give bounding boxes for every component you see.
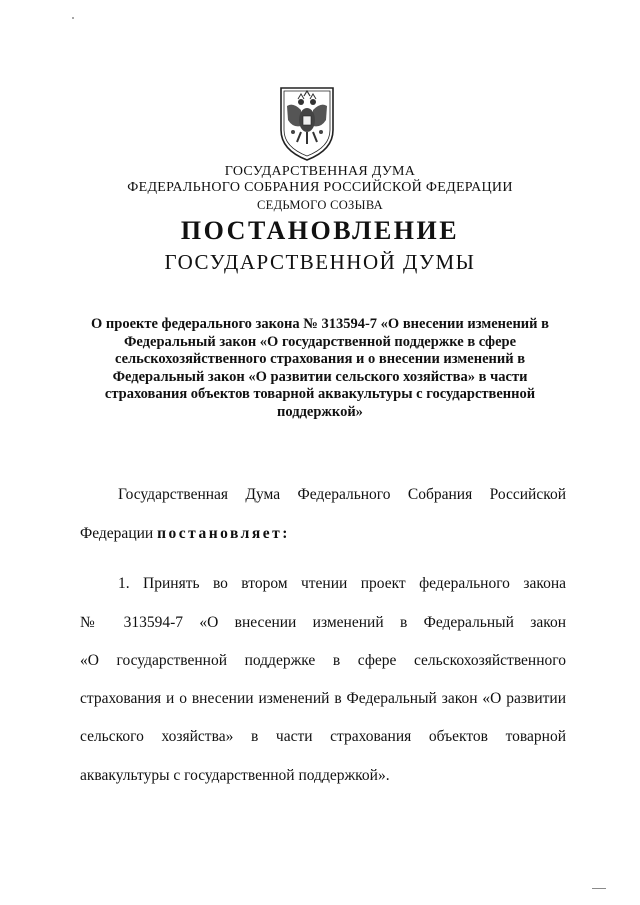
coat-of-arms-icon [271,84,343,162]
resolves-keyword: постановляет: [157,525,290,542]
scan-speck [72,17,74,19]
subject-line: О проекте федерального закона № 313594-7 «О внесении изменений в [91,316,549,332]
item-1-line: аквакультуры с государственной поддержкой». [80,767,390,784]
preamble-line [80,525,290,543]
subject-line: поддержкой» [277,403,363,420]
item-1-line: «О государственной поддержке в сфере сельскохозяйственного [80,652,566,669]
organization-name-line1: ГОСУДАРСТВЕННАЯ ДУМА [224,164,416,179]
document-title: ПОСТАНОВЛЕНИЕ [180,216,460,245]
subject-line: страхования объектов товарной аквакультуры с государственной [104,386,536,402]
organization-name-line2: ФЕДЕРАЛЬНОГО СОБРАНИЯ РОССИЙСКОЙ ФЕДЕРАЦИИ [127,180,513,195]
document-subtitle: ГОСУДАРСТВЕННОЙ ДУМЫ [164,250,476,274]
preamble-text: Федерации [80,525,158,542]
convocation-line: СЕДЬМОГО СОЗЫВА [257,198,383,212]
item-1-line: сельского хозяйства» в части страхования объектов товарной [80,728,566,745]
item-1-line: № 313594-7 «О внесении изменений в Федеральный закон [80,614,566,631]
preamble-line: Государственная Дума Федерального Собрания Российской [118,486,566,503]
document-subject [80,316,560,421]
subject-line: Федеральный закон «О развитии сельского хозяйства» в части [112,368,528,385]
scan-mark [592,888,606,889]
subject-line: сельскохозяйственного страхования и о внесении изменений в [114,351,526,367]
item-1-line: страхования и о внесении изменений в Федеральный закон «О развитии [80,690,566,707]
subject-line: Федеральный закон «О государственной поддержке в сфере [123,333,517,350]
item-1-line: 1. Принять во втором чтении проект федерального закона [118,575,566,592]
